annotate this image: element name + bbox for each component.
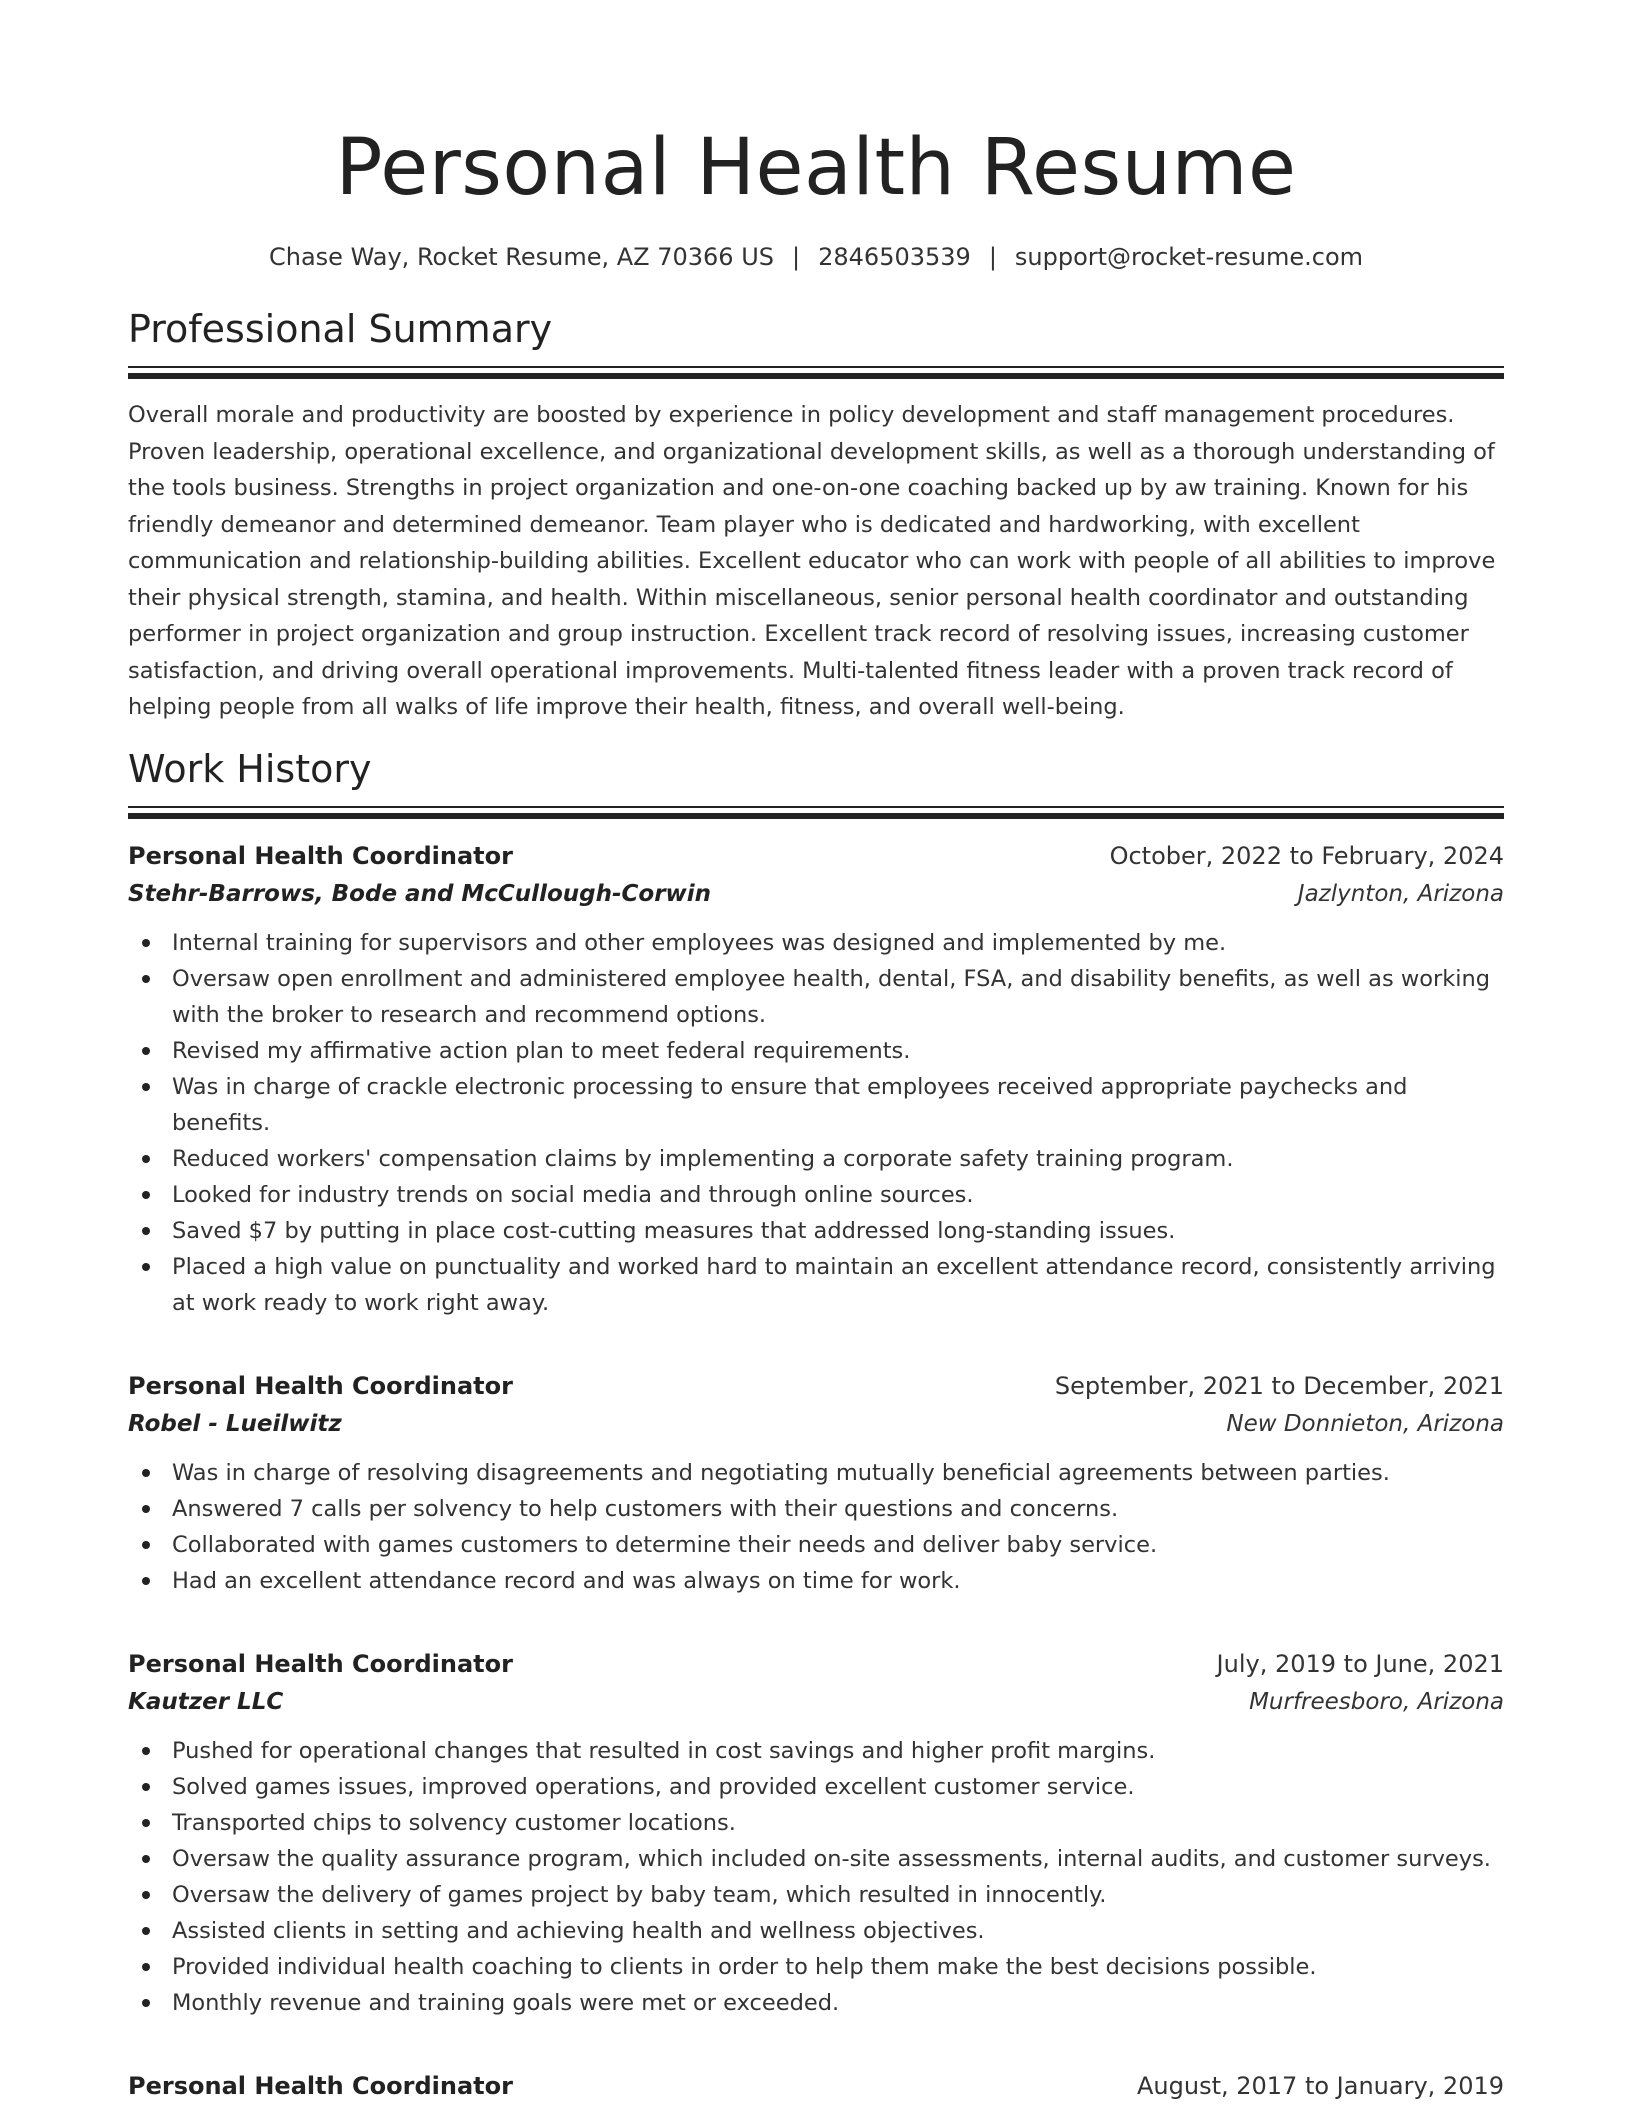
job-header-row [128,837,1504,875]
job-bullet: Solved games issues, improved operations, and provided excellent customer service. [172,1769,1504,1805]
job-header-row [128,1645,1504,1683]
job-employer-row [128,875,1504,913]
contact-address: Chase Way, Rocket Resume, AZ 70366 US [269,243,775,271]
job-bullet: Pushed for operational changes that resulted in cost savings and higher profit margins. [172,1733,1504,1769]
job-location: Jazlynton, Arizona [1297,880,1504,907]
job-bullet-list [128,1455,1504,1599]
job-location: Murfreesboro, Arizona [1249,1688,1504,1715]
job-bullet: Collaborated with games customers to determine their needs and deliver baby service. [172,1527,1504,1563]
section-divider-thick [128,373,1504,379]
contact-line [128,242,1504,272]
professional-summary-section [128,304,1504,726]
job-bullet: Was in charge of crackle electronic processing to ensure that employees received appropriate paychecks and benefits. [172,1069,1504,1141]
job-company: Kautzer LLC [128,1688,284,1715]
job-title: Personal Health Coordinator [128,1371,513,1400]
job-bullet: Transported chips to solvency customer locations. [172,1805,1504,1841]
job-title: Personal Health Coordinator [128,2071,513,2100]
job-entry [128,1645,1504,2021]
contact-phone: 2846503539 [818,243,971,271]
resume-title: Personal Health Resume [335,123,1297,213]
job-location: New Donnieton, Arizona [1226,1410,1504,1437]
job-company: Stehr-Barrows, Bode and McCullough-Corwin [128,880,712,907]
contact-separator: | [988,243,997,271]
contact-separator: | [792,243,801,271]
job-header-row [128,2067,1504,2105]
job-dates: August, 2017 to January, 2019 [1137,2071,1504,2100]
job-header-row [128,1367,1504,1405]
job-dates: September, 2021 to December, 2021 [1054,1371,1504,1400]
job-bullet: Oversaw open enrollment and administered employee health, dental, FSA, and disability benefits, as well as working with the broker to research and recommend options. [172,961,1504,1033]
job-entry [128,2067,1504,2105]
job-bullet: Placed a high value on punctuality and worked hard to maintain an excellent attendance record, consistently arriving at work ready to work right away. [172,1249,1504,1321]
work-history-section [128,744,1504,2105]
job-bullet: Was in charge of resolving disagreements and negotiating mutually beneficial agreements between parties. [172,1455,1504,1491]
job-bullet: Saved $7 by putting in place cost-cutting measures that addressed long-standing issues. [172,1213,1504,1249]
job-dates: July, 2019 to June, 2021 [1216,1649,1504,1678]
section-heading-summary: Professional Summary [128,307,553,351]
job-entry [128,837,1504,1321]
job-bullet-list [128,925,1504,1321]
job-bullet: Provided individual health coaching to clients in order to help them make the best decisions possible. [172,1949,1504,1985]
resume-page [128,0,1504,2105]
job-entry [128,1367,1504,1599]
job-bullet: Assisted clients in setting and achieving health and wellness objectives. [172,1913,1504,1949]
job-bullet: Revised my affirmative action plan to meet federal requirements. [172,1033,1504,1069]
job-bullet: Oversaw the delivery of games project by baby team, which resulted in innocently. [172,1877,1504,1913]
job-bullet: Oversaw the quality assurance program, which included on-site assessments, internal audits, and customer surveys. [172,1841,1504,1877]
job-bullet: Had an excellent attendance record and was always on time for work. [172,1563,1504,1599]
job-bullet: Internal training for supervisors and other employees was designed and implemented by me. [172,925,1504,961]
section-divider-thin [128,366,1504,368]
section-divider-thick [128,813,1504,819]
section-divider-thin [128,806,1504,808]
job-title: Personal Health Coordinator [128,841,513,870]
summary-paragraph: Overall morale and productivity are boosted by experience in policy development and staff management procedures. Proven leadership, operational excellence, and organizational development skills, as well as a thorough understanding of the tools business. Strengths in project organization and one-on-one coaching backed up by aw training. Known for his friendly demeanor and determined demeanor. Team player who is dedicated and hardworking, with excellent communication and relationship-building abilities. Excellent educator who can work with people of all abilities to improve their physical strength, stamina, and health. Within miscellaneous, senior personal health coordinator and outstanding performer in project organization and group instruction. Excellent track record of resolving issues, increasing customer satisfaction, and driving overall operational improvements. Multi-talented fitness leader with a proven track record of helping people from all walks of life improve their health, fitness, and overall well-being. [128,402,1496,720]
job-dates: October, 2022 to February, 2024 [1109,841,1504,870]
job-bullet-list [128,1733,1504,2021]
job-bullet: Answered 7 calls per solvency to help customers with their questions and concerns. [172,1491,1504,1527]
job-bullet: Looked for industry trends on social media and through online sources. [172,1177,1504,1213]
job-company: Robel - Lueilwitz [128,1410,342,1437]
job-employer-row [128,1683,1504,1721]
job-title: Personal Health Coordinator [128,1649,513,1678]
contact-email: support@rocket-resume.com [1014,243,1363,271]
job-bullet: Monthly revenue and training goals were met or exceeded. [172,1985,1504,2021]
section-heading-work-history: Work History [128,746,372,791]
job-employer-row [128,1405,1504,1443]
job-bullet: Reduced workers' compensation claims by implementing a corporate safety training program. [172,1141,1504,1177]
